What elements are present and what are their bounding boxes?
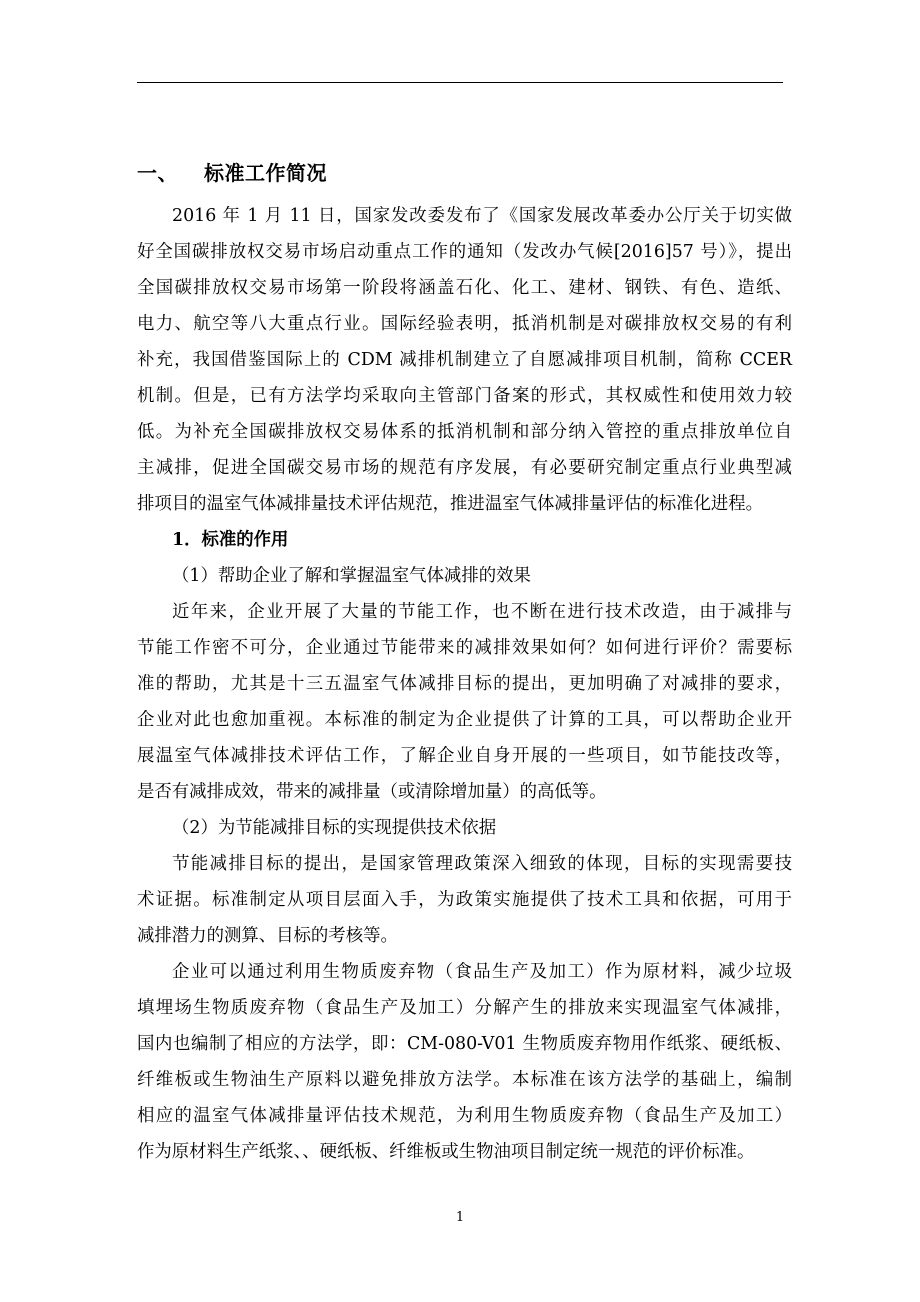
- paragraph-line: 相应的温室气体减排量评估技术规范，为利用生物质废弃物（食品生产及加工）: [137, 1106, 792, 1126]
- paragraph-line: 填埋场生物质废弃物（食品生产及加工）分解产生的排放来实现温室气体减排，: [137, 998, 792, 1018]
- section-title: 标准工作简况: [204, 161, 327, 185]
- paragraph-line: 减排潜力的测算、目标的考核等。: [137, 926, 398, 946]
- paragraph-line: 国内也编制了相应的方法学，即：CM-080-V01 生物质废弃物用作纸浆、硬纸板、: [137, 1034, 792, 1054]
- paragraph-line: 作为原材料生产纸浆、、硬纸板、纤维板或生物油项目制定统一规范的评价标准。: [137, 1142, 755, 1162]
- paragraph-line: 是否有减排成效，带来的减排量（或清除增加量）的高低等。: [137, 782, 607, 802]
- paragraph-line: 节能工作密不可分，企业通过节能带来的减排效果如何？如何进行评价？需要标: [137, 638, 792, 658]
- subsection-heading: 1．标准的作用: [172, 530, 289, 550]
- paragraph-line: 机制。但是，已有方法学均采取向主管部门备案的形式，其权威性和使用效力较: [137, 386, 792, 406]
- section-heading: [137, 155, 327, 191]
- paragraph-line: 2016 年 1 月 11 日，国家发改委发布了《国家发展改革委办公厅关于切实做: [172, 206, 792, 226]
- paragraph-line: 排项目的温室气体减排量技术评估规范，推进温室气体减排量评估的标准化进程。: [137, 494, 764, 514]
- paragraph-line: 全国碳排放权交易市场第一阶段将涵盖石化、化工、建材、钢铁、有色、造纸、: [137, 278, 792, 298]
- page-number: 1: [455, 1210, 465, 1225]
- paragraph-line: 电力、航空等八大重点行业。国际经验表明，抵消机制是对碳排放权交易的有利: [137, 314, 792, 334]
- paragraph-line: 准的帮助，尤其是十三五温室气体减排目标的提出，更加明确了对减排的要求，: [137, 674, 792, 694]
- header-rule: [137, 82, 783, 83]
- paragraph-line: 节能减排目标的提出，是国家管理政策深入细致的体现，目标的实现需要技: [172, 854, 792, 874]
- paragraph-line: 好全国碳排放权交易市场启动重点工作的通知（发改办气候[2016]57 号）》，提出: [137, 242, 792, 262]
- paragraph-line: 主减排，促进全国碳交易市场的规范有序发展，有必要研究制定重点行业典型减: [137, 458, 792, 478]
- paragraph-line: 近年来，企业开展了大量的节能工作，也不断在进行技术改造，由于减排与: [172, 602, 792, 622]
- paragraph-line: 补充，我国借鉴国际上的 CDM 减排机制建立了自愿减排项目机制，简称 CCER: [137, 350, 792, 370]
- paragraph-line: 企业对此也愈加重视。本标准的制定为企业提供了计算的工具，可以帮助企业开: [137, 710, 792, 730]
- section-number: 一、: [137, 161, 178, 185]
- paragraph-line: 纤维板或生物油生产原料以避免排放方法学。本标准在该方法学的基础上，编制: [137, 1070, 792, 1090]
- item-heading: （2）为节能减排目标的实现提供技术依据: [172, 818, 497, 838]
- paragraph-line: 展温室气体减排技术评估工作，了解企业自身开展的一些项目，如节能技改等，: [137, 746, 792, 766]
- item-heading: （1）帮助企业了解和掌握温室气体减排的效果: [172, 566, 531, 586]
- paragraph-line: 企业可以通过利用生物质废弃物（食品生产及加工）作为原材料，减少垃圾: [172, 962, 792, 982]
- paragraph-line: 术证据。标准制定从项目层面入手，为政策实施提供了技术工具和依据，可用于: [137, 890, 792, 910]
- paragraph-line: 低。为补充全国碳排放权交易体系的抵消机制和部分纳入管控的重点排放单位自: [137, 422, 792, 442]
